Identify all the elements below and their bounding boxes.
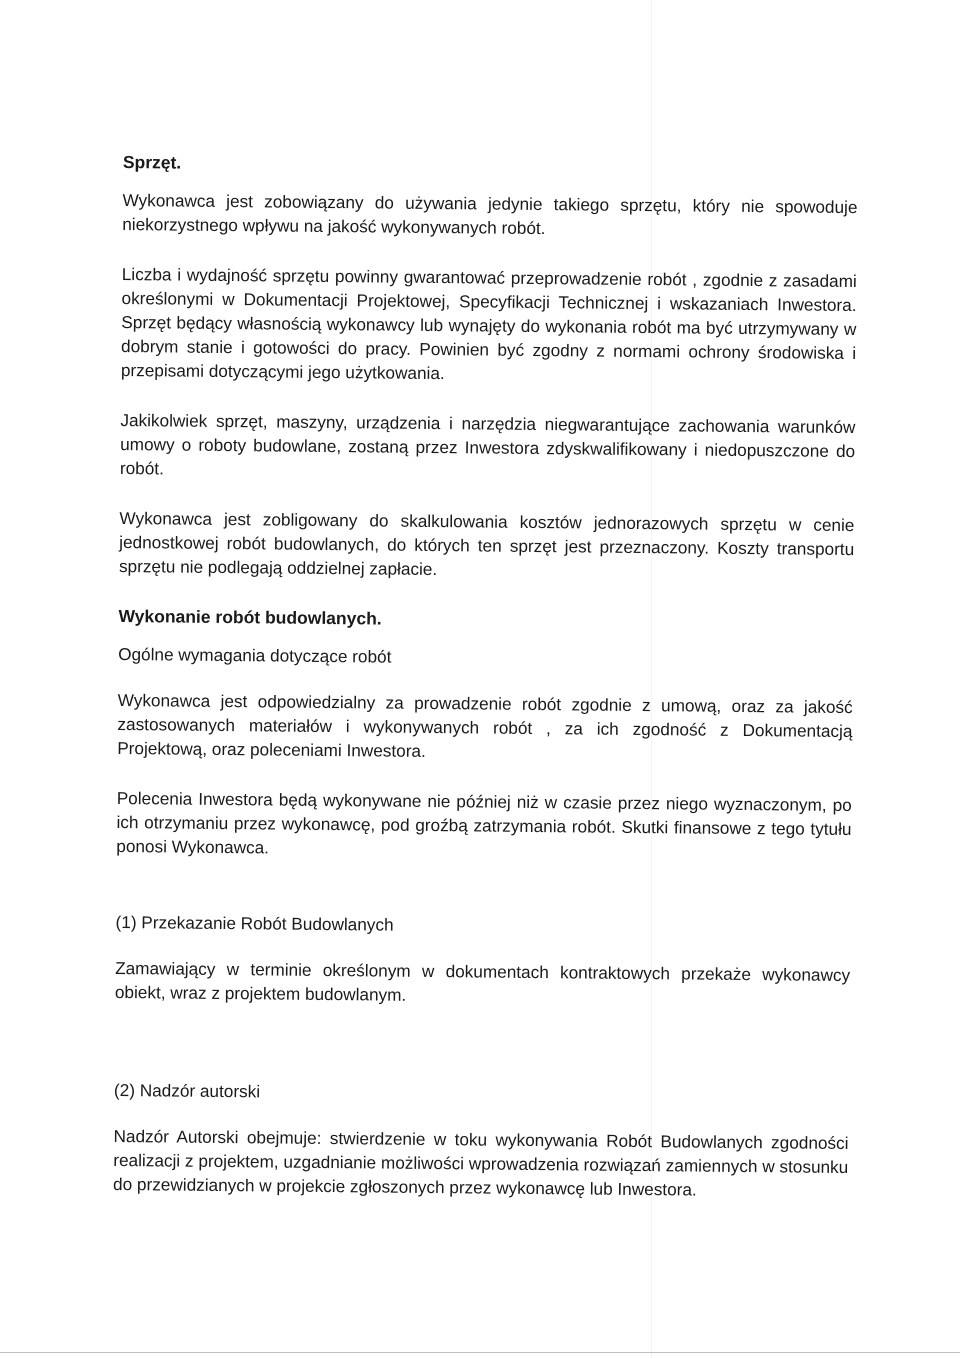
- subtitle-ogolne-wymagania: Ogólne wymagania dotyczące robót: [118, 643, 392, 667]
- section-nadzor-title: (2) Nadzór autorski: [113, 1079, 261, 1102]
- heading-sprzet: Sprzęt.: [122, 151, 182, 173]
- document-body: [113, 150, 858, 1229]
- paragraph-polecenia-inwestora: Polecenia Inwestora będą wykonywane nie później niż w czasie przez niego wyznaczonym, po ich otrzymaniu przez wykonawcę, pod groźbą zatrzymania robót. Skutki finansowe z tego tytułu ponosi Wykonawca.: [116, 787, 852, 858]
- section-nadzor-text: Nadzór Autorski obejmuje: stwierdzenie w toku wykonywania Robót Budowlanych zgodności realizacji z projektem, uzgadnianie możliwości wprowadzenia rozwiązań zamiennych w stosunku do przewidzianych w projekcie zgłoszonych przez wykonawcę lub Inwestora.: [112, 1125, 849, 1200]
- paragraph-odpowiedzialnosc: Wykonawca jest odpowiedzialny za prowadzenie robót zgodnie z umową, oraz za jakość zastosowanych materiałów i wykonywanych robót , za ich zgodność z Dokumentacją Projektową, oraz poleceniami Inwestora.: [117, 689, 853, 761]
- paragraph-sprzet-koszty: Wykonawca jest zobligowany do skalkulowania kosztów jednorazowych sprzętu w cenie jednostkowej robót budowlanych, do których ten sprzęt jest przeznaczony. Koszty transportu sprzętu nie podlegają oddzielnej zapłacie.: [118, 507, 855, 580]
- paragraph-sprzet-dyskwalifikacja: Jakikolwiek sprzęt, maszyny, urządzenia i narzędzia niegwarantujące zachowania warunków umowy o roboty budowlane, zostaną przez Inwestora zdyskwalifikowany i niedopuszczone do robót.: [119, 409, 856, 479]
- heading-wykonanie-robot: Wykonanie robót budowlanych.: [118, 605, 382, 629]
- paragraph-sprzet-wydajnosc: Liczba i wydajność sprzętu powinny gwarantować przeprowadzenie robót , zgodnie z zasadami określonymi w Dokumentacji Projektowej, Specyfikacji Technicznej i wskazaniach Inwestora. Sprzęt będący własnością wykonawcy lub wynajęty do wykonania robót ma być utrzymywany w dobrym stanie i gotowości do pracy. Powinien być zgodny z normami ochrony środowiska i przepisami dotyczącymi jego użytkowania.: [120, 263, 857, 384]
- page-bottom-edge: [0, 1352, 960, 1353]
- section-przekazanie-text: Zamawiający w terminie określonym w dokumentach kontraktowych przekaże wykonawcy obiekt, wraz z projektem budowlanym.: [114, 957, 851, 1005]
- section-przekazanie-title: (1) Przekazanie Robót Budowlanych: [115, 911, 394, 935]
- paragraph-sprzet-wplyw: Wykonawca jest zobowiązany do używania jedynie takiego sprzętu, który nie spowoduje niekorzystnego wpływu na jakość wykonywanych robót.: [122, 189, 858, 239]
